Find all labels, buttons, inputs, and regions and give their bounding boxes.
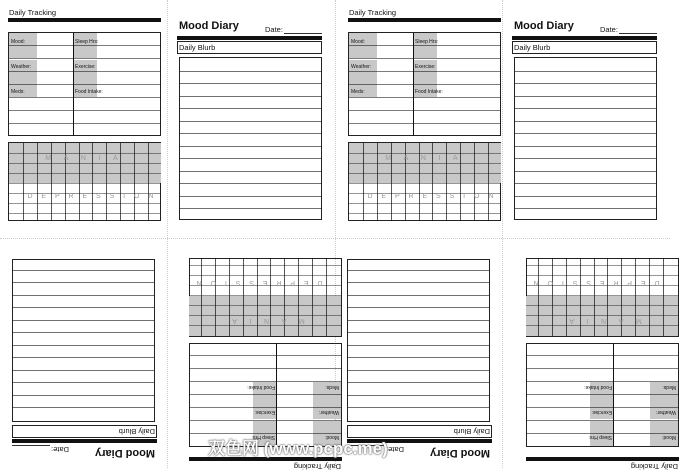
row-line (9, 71, 161, 72)
tracking-meds-label: Meds: (662, 384, 676, 390)
row-line (349, 84, 501, 85)
mania-label (39, 155, 124, 162)
row-line (349, 97, 501, 98)
depression-letter: D (27, 193, 33, 200)
writing-line (515, 183, 657, 184)
mania-letter: A (232, 317, 238, 324)
tracking-title: Daily Tracking (9, 8, 57, 17)
writing-line (180, 96, 322, 97)
depression-letter: E (381, 193, 387, 200)
mania-zone (526, 296, 678, 336)
col-line (613, 343, 614, 446)
writing-line (12, 333, 154, 334)
mood-grid (526, 258, 679, 337)
mania-label (379, 155, 464, 162)
mania-letter: N (601, 317, 607, 324)
blurb-header (177, 41, 322, 54)
depression-letter: S (586, 279, 591, 286)
tracking-mood-label: Mood: (11, 39, 25, 45)
row-line (526, 355, 678, 356)
mania-letter: A (569, 317, 575, 324)
date-label: Date: (51, 445, 69, 454)
depression-letter: I (561, 279, 564, 286)
row-line (526, 420, 678, 421)
grid-row (9, 163, 161, 164)
writing-line (180, 196, 322, 197)
diary-header-bar (512, 36, 657, 40)
writing-line (515, 208, 657, 209)
grid-col (37, 143, 38, 221)
tracking-food-label: Food Intake: (75, 89, 103, 95)
date-line (12, 445, 50, 446)
date-line (284, 33, 322, 34)
depression-letter: E (41, 193, 47, 200)
grid-col (377, 143, 378, 221)
writing-line (12, 283, 154, 284)
grid-row (526, 275, 678, 276)
tracking-food-label: Food Intake: (247, 384, 275, 390)
diary-title: Mood Diary (514, 20, 574, 32)
depression-letter: P (54, 193, 60, 200)
diary-header-bar (177, 36, 322, 40)
grid-col (474, 143, 475, 221)
grid-row (526, 305, 678, 306)
mania-label (563, 317, 648, 324)
grid-col (148, 143, 149, 221)
tracking-meds-label: Meds: (351, 89, 365, 95)
grid-row (526, 315, 678, 316)
blurb-label: Daily Blurb (118, 427, 155, 436)
tracking-panel-3 (347, 5, 514, 239)
writing-line (12, 408, 154, 409)
blurb-box (514, 57, 657, 220)
grid-col (488, 143, 489, 221)
tracking-weather-label: Weather: (351, 64, 372, 70)
row-line (9, 84, 161, 85)
grid-row (9, 173, 161, 174)
writing-line (180, 133, 322, 134)
mania-letter: N (80, 155, 86, 162)
depression-letter: I (224, 279, 227, 286)
depression-letter: E (82, 193, 88, 200)
grid-row (9, 213, 161, 214)
blurb-label: Daily Blurb (453, 427, 490, 436)
depression-letter: P (394, 193, 400, 200)
writing-line (347, 308, 489, 309)
depression-letter: E (640, 279, 646, 286)
tracking-sleep-label: Sleep Hrs: (588, 434, 612, 440)
diary-title: Mood Diary (430, 447, 490, 459)
row-line (9, 58, 161, 59)
tracking-title: Daily Tracking (630, 462, 678, 471)
diary-title: Mood Diary (95, 447, 155, 459)
mania-letter: A (112, 155, 118, 162)
row-line (526, 368, 678, 369)
writing-line (515, 196, 657, 197)
tracking-header-bar (526, 457, 679, 461)
tracking-exercise-label: Exercise: (254, 409, 275, 415)
tracking-mood-label: Mood: (351, 39, 365, 45)
writing-line (180, 171, 322, 172)
blurb-label: Daily Blurb (179, 43, 216, 52)
row-line (349, 71, 501, 72)
mania-letter: M (385, 155, 392, 162)
tracking-table (526, 343, 679, 447)
date-label: Date: (265, 25, 283, 34)
mania-letter: I (98, 155, 101, 162)
mania-zone (189, 296, 341, 336)
tracking-food-label: Food Intake: (584, 384, 612, 390)
row-line (9, 110, 161, 111)
mania-letter: A (618, 317, 624, 324)
depression-letter: O (210, 279, 216, 286)
depression-label (192, 279, 327, 286)
depression-letter: R (408, 193, 414, 200)
depression-letter: N (148, 193, 154, 200)
writing-line (12, 320, 154, 321)
depression-letter: E (262, 279, 268, 286)
writing-line (347, 408, 489, 409)
mania-letter: A (403, 155, 409, 162)
tracking-meds-label: Meds: (325, 384, 339, 390)
tracking-exercise-label: Exercise: (591, 409, 612, 415)
writing-line (347, 358, 489, 359)
writing-line (12, 358, 154, 359)
diary-panel-4 (502, 5, 669, 239)
row-line (9, 45, 161, 46)
writing-line (180, 83, 322, 84)
mood-grid (8, 142, 161, 221)
grid-row (9, 203, 161, 204)
row-line (349, 45, 501, 46)
depression-letter: N (196, 279, 202, 286)
grid-col (23, 143, 24, 221)
mania-letter: N (420, 155, 426, 162)
writing-line (347, 395, 489, 396)
mania-letter: A (452, 155, 458, 162)
grid-row (349, 173, 501, 174)
tracking-table (8, 32, 161, 136)
blurb-label: Daily Blurb (514, 43, 551, 52)
depression-letter: I (463, 193, 466, 200)
depression-label (529, 279, 664, 286)
date-label: Date: (600, 25, 618, 34)
row-line (526, 381, 678, 382)
tracking-panel-8 (513, 240, 680, 474)
mood-grid (189, 258, 342, 337)
depression-letter: R (68, 193, 74, 200)
grid-row (189, 275, 341, 276)
writing-line (12, 345, 154, 346)
grid-row (189, 325, 341, 326)
row-line (9, 97, 161, 98)
tracking-meds-label: Meds: (11, 89, 25, 95)
grid-row (189, 315, 341, 316)
writing-line (515, 96, 657, 97)
writing-line (515, 171, 657, 172)
grid-row (349, 153, 501, 154)
writing-line (347, 295, 489, 296)
row-line (189, 381, 341, 382)
tracking-weather-label: Weather: (11, 64, 32, 70)
grid-row (349, 203, 501, 204)
date-line (619, 33, 657, 34)
depression-letter: D (317, 279, 323, 286)
depression-letter: S (96, 193, 101, 200)
writing-line (180, 121, 322, 122)
tracking-title: Daily Tracking (349, 8, 397, 17)
grid-row (9, 183, 161, 184)
row-line (526, 394, 678, 395)
row-line (189, 407, 341, 408)
tracking-mood-label: Mood: (325, 434, 339, 440)
row-line (526, 407, 678, 408)
diary-panel-5 (0, 240, 167, 474)
col-line (73, 33, 74, 136)
mood-grid (348, 142, 501, 221)
grid-row (526, 295, 678, 296)
writing-line (12, 370, 154, 371)
depression-letter: N (488, 193, 494, 200)
row-line (189, 355, 341, 356)
writing-line (515, 83, 657, 84)
row-line (189, 394, 341, 395)
mania-letter: A (281, 317, 287, 324)
tracking-table (348, 32, 501, 136)
writing-line (12, 295, 154, 296)
tracking-weather-label: Weather: (318, 409, 339, 415)
mania-label (226, 317, 311, 324)
depression-letter: E (303, 279, 309, 286)
blurb-box (12, 259, 155, 422)
writing-line (12, 270, 154, 271)
blurb-box (347, 259, 490, 422)
row-line (349, 58, 501, 59)
mania-letter: M (45, 155, 52, 162)
date-label: Date: (386, 445, 404, 454)
grid-row (9, 153, 161, 154)
writing-line (180, 183, 322, 184)
tracking-sleep-label: Sleep Hrs: (75, 39, 99, 45)
tracking-sleep-label: Sleep Hrs: (251, 434, 275, 440)
blurb-header (512, 41, 657, 54)
row-line (349, 110, 501, 111)
writing-line (515, 121, 657, 122)
writing-line (347, 383, 489, 384)
tracking-header-bar (348, 18, 501, 22)
writing-line (180, 146, 322, 147)
tracking-header-bar (8, 18, 161, 22)
writing-line (347, 283, 489, 284)
tracking-weather-label: Weather: (655, 409, 676, 415)
grid-col (363, 143, 364, 221)
tracking-mood-label: Mood: (662, 434, 676, 440)
depression-letter: E (422, 193, 428, 200)
row-line (9, 123, 161, 124)
depression-letter: S (572, 279, 578, 286)
mania-letter: I (249, 317, 252, 324)
writing-line (12, 395, 154, 396)
depression-letter: D (367, 193, 373, 200)
mania-letter: N (264, 317, 270, 324)
depression-letter: O (134, 193, 140, 200)
col-line (276, 343, 277, 446)
writing-line (180, 71, 322, 72)
mania-letter: I (586, 317, 589, 324)
depression-letter: P (290, 279, 296, 286)
depression-letter: S (436, 193, 441, 200)
mania-letter: A (63, 155, 69, 162)
writing-line (180, 158, 322, 159)
diary-panel-2 (167, 5, 334, 239)
depression-letter: N (533, 279, 539, 286)
depression-letter: D (654, 279, 660, 286)
writing-line (347, 370, 489, 371)
mania-letter: I (438, 155, 441, 162)
writing-line (12, 383, 154, 384)
diary-title: Mood Diary (179, 20, 239, 32)
row-line (189, 420, 341, 421)
grid-row (189, 305, 341, 306)
depression-letter: O (474, 193, 480, 200)
depression-letter: S (235, 279, 241, 286)
depression-letter: R (276, 279, 282, 286)
depression-letter: E (599, 279, 605, 286)
blurb-header (12, 425, 157, 438)
depression-letter: S (109, 193, 115, 200)
grid-row (349, 183, 501, 184)
mania-letter: M (298, 317, 305, 324)
writing-line (12, 308, 154, 309)
tracking-table (189, 343, 342, 447)
tracking-sleep-label: Sleep Hrs: (415, 39, 439, 45)
depression-letter: I (123, 193, 126, 200)
grid-row (349, 213, 501, 214)
grid-row (526, 265, 678, 266)
depression-label (363, 193, 498, 200)
depression-letter: R (613, 279, 619, 286)
row-line (349, 123, 501, 124)
grid-row (526, 325, 678, 326)
writing-line (515, 108, 657, 109)
writing-line (515, 158, 657, 159)
row-line (189, 368, 341, 369)
tracking-panel-1 (7, 5, 174, 239)
diary-header-bar (12, 439, 157, 443)
writing-line (347, 270, 489, 271)
depression-letter: S (249, 279, 254, 286)
writing-line (515, 71, 657, 72)
writing-line (180, 208, 322, 209)
writing-line (347, 333, 489, 334)
writing-line (515, 146, 657, 147)
writing-line (347, 345, 489, 346)
depression-letter: P (627, 279, 633, 286)
depression-letter: O (547, 279, 553, 286)
col-line (413, 33, 414, 136)
writing-line (180, 108, 322, 109)
grid-col (134, 143, 135, 221)
tracking-food-label: Food Intake: (415, 89, 443, 95)
depression-letter: S (449, 193, 455, 200)
tracking-exercise-label: Exercise: (415, 64, 436, 70)
writing-line (347, 320, 489, 321)
tracking-exercise-label: Exercise: (75, 64, 96, 70)
writing-line (515, 133, 657, 134)
blurb-box (179, 57, 322, 220)
grid-row (349, 163, 501, 164)
depression-label (23, 193, 158, 200)
grid-row (189, 295, 341, 296)
grid-row (189, 265, 341, 266)
mania-letter: M (635, 317, 642, 324)
tracking-title: Daily Tracking (293, 462, 341, 471)
watermark: 双色网 (www.pcpc.me) (208, 439, 388, 458)
